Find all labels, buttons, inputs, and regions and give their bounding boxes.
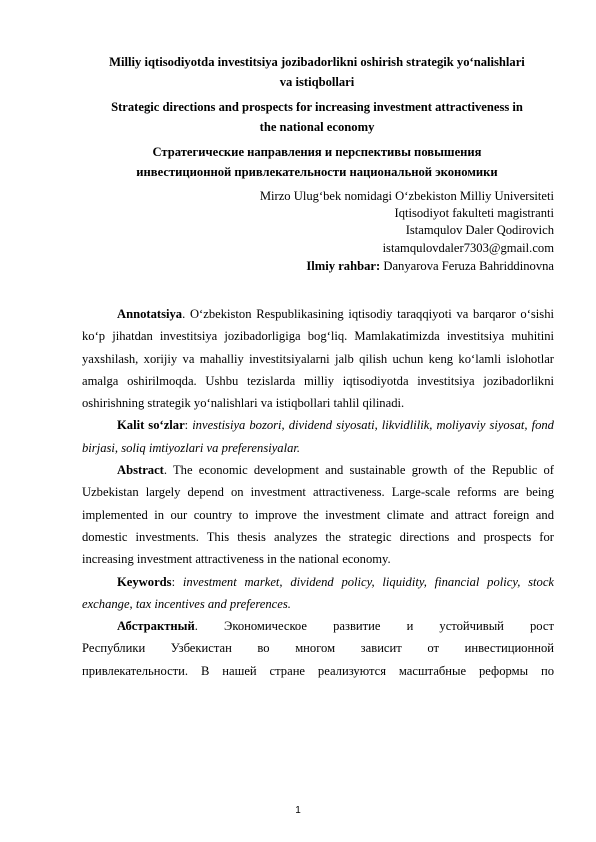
title-uz-line1: Milliy iqtisodiyotda investitsiya jozibadorlikni oshirish strategik yo‘nalishlari <box>109 55 525 69</box>
abstract-ru-line3: привлекательности. В нашей стране реализуются масштабные реформы по <box>82 663 554 678</box>
title-ru-line2: инвестиционной привлекательности национальной экономики <box>136 165 498 179</box>
title-en-line2: the national economy <box>259 120 375 134</box>
abstract-en-text: . The economic development and sustainable growth of the Republic of Uzbekistan largely depend on investment attractiveness. Large-scale reforms are being implemented in our country to improve the investment climate and attract foreign and domestic investments. This thesis analyzes the strategic directions and prospects for increasing investment attractiveness in the national economy. <box>82 463 554 567</box>
title-en-line1: Strategic directions and prospects for increasing investment attractiveness in <box>111 100 523 114</box>
annotation-uz-label: Annotatsiya <box>117 307 183 321</box>
abstract-en-paragraph <box>82 459 554 570</box>
author-name: Istamqulov Daler Qodirovich <box>405 223 554 237</box>
title-ru-line1: Стратегические направления и перспективы повышения <box>152 145 482 159</box>
abstract-ru-line1 <box>82 615 554 637</box>
keywords-en-text: investment market, dividend policy, liquidity, financial policy, stock exchange, tax incentives and preferences. <box>82 574 555 611</box>
abstract-ru-text1: . Экономическое развитие и устойчивый рост <box>194 619 554 634</box>
keywords-uz-label: Kalit so‘zlar <box>117 418 185 433</box>
keywords-uz-text: investisiya bozori, dividend siyosati, likvidlilik, moliyaviy siyosat, fond birjasi, soliq imtiyozlari va preferensiyalar. <box>82 418 554 455</box>
abstract-ru-label: Абстрактный <box>117 619 195 634</box>
keywords-uz-paragraph <box>82 414 554 459</box>
abstract-ru-line2: Республики Узбекистан во многом зависит от инвестиционной <box>82 641 554 656</box>
annotation-uz-paragraph <box>82 303 554 414</box>
abstract-body <box>82 303 554 682</box>
supervisor-label: Ilmiy rahbar: <box>306 259 381 273</box>
author-email: istamqulovdaler7303@gmail.com <box>382 241 554 255</box>
author-supervisor <box>306 258 554 275</box>
annotation-uz-text: . O‘zbekiston Respublikasining iqtisodiy taraqqiyoti va barqaror o‘sishi ko‘p jihatdan investitsiya jozibadorligiga bog‘liq. Mamlakatimizda investitsiya muhitini yaxshilash, xorijiy va mahalliy investitsiyalarni jalb qilish uchun keng ko‘lamli islohotlar amalga oshirilmoqda. Ushbu tezislarda milliy iqtisodiyotda investitsiya jozibadorlikni oshirishning strategik yo‘nalishlari va istiqbollari tahlil qilinadi. <box>82 307 554 411</box>
supervisor-name: Danyarova Feruza Bahriddinovna <box>383 259 554 273</box>
page-number: 1 <box>295 805 301 816</box>
title-uz-line2: va istiqbollari <box>279 75 355 89</box>
author-university: Mirzo Ulug‘bek nomidagi O‘zbekiston Milliy Universiteti <box>259 189 554 203</box>
author-faculty: Iqtisodiyot fakulteti magistranti <box>394 206 554 220</box>
abstract-en-label: Abstract <box>117 463 164 478</box>
keywords-en-sep: : <box>171 574 183 589</box>
keywords-uz-sep: : <box>184 418 193 433</box>
keywords-en-label: Keywords <box>117 574 172 589</box>
keywords-en-paragraph <box>82 571 554 616</box>
